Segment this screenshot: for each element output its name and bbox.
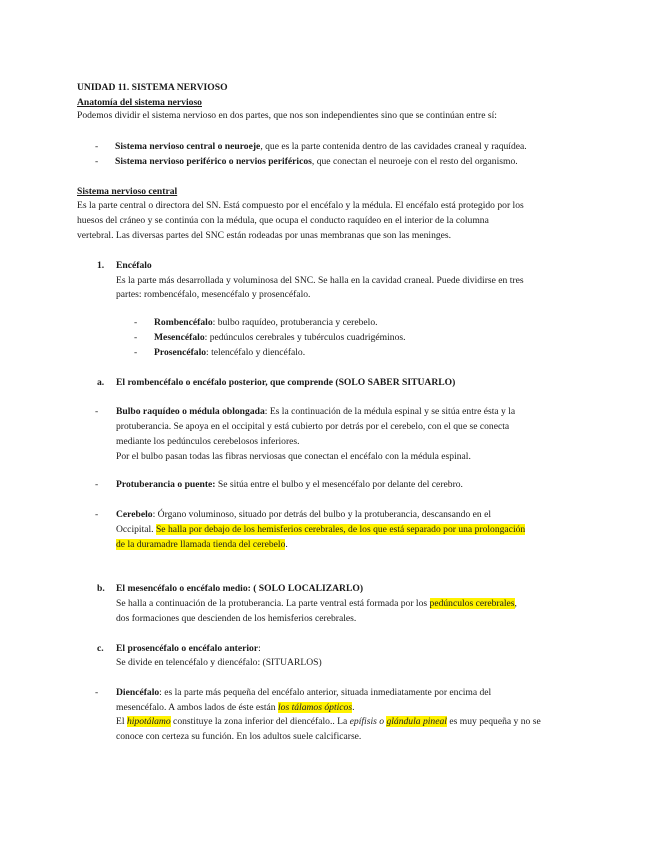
list-item	[116, 507, 491, 522]
bullet-dash: -	[95, 141, 99, 152]
plain-text: .	[352, 702, 355, 713]
paragraph-line: partes: rombencéfalo, mesencéfalo y prosencéfalo.	[116, 289, 311, 300]
bullet-text: : telencéfalo y diencéfalo.	[206, 347, 306, 358]
section-heading: Encéfalo	[116, 260, 152, 271]
paragraph-line	[116, 522, 525, 537]
highlighted-text: hipotálamo	[126, 716, 171, 727]
plain-text: constituye la zona inferior del diencéfalo.. La	[170, 716, 350, 727]
plain-text: Se halla a continuación de la protuberancia. La parte ventral está formada por los	[116, 598, 430, 609]
heading-text: El prosencéfalo o encéfalo anterior	[116, 643, 259, 654]
anatomy-heading: Anatomía del sistema nervioso	[77, 97, 202, 108]
paragraph-line: Por el bulbo pasan todas las fibras nerviosas que conectan el encéfalo con la médula espinal.	[116, 451, 471, 462]
paragraph-line: vertebral. Las diversas partes del SNC están rodeadas por unas membranas que son las meninges.	[77, 230, 452, 241]
bullet-text: , que conectan el neuroeje con el resto del organismo.	[311, 156, 518, 167]
paragraph-line	[116, 700, 354, 715]
section-number: b.	[97, 583, 105, 594]
bullet-term: Mesencéfalo	[154, 332, 205, 343]
highlighted-text: de la duramadre llamada tienda del cerebelo	[116, 539, 286, 550]
paragraph-line: Es la parte más desarrollada y voluminosa del SNC. Se halla en la cavidad craneal. Puede dividirse en tres	[116, 275, 524, 286]
section-heading: El mesencéfalo o encéfalo medio: ( SOLO LOCALIZARLO)	[116, 583, 364, 594]
bullet-dash: -	[95, 479, 99, 490]
bullet-text: : es la parte más pequeña del encéfalo anterior, situada inmediatamente por encima del	[159, 687, 492, 698]
plain-text: .	[285, 539, 288, 550]
bullet-dash: -	[95, 509, 99, 520]
section-number: a.	[97, 377, 105, 388]
bullet-dash: -	[134, 347, 138, 358]
bullet-dash: -	[95, 156, 99, 167]
bullet-dash: -	[95, 406, 99, 417]
plain-text: :	[258, 643, 261, 654]
section-heading: El rombencéfalo o encéfalo posterior, que comprende (SOLO SABER SITUARLO)	[116, 377, 456, 388]
paragraph-line: Es la parte central o directora del SN. Está compuesto por el encéfalo y la médula. El encéfalo está protegido por los	[77, 200, 524, 211]
paragraph-line: Se divide en telencéfalo y diencéfalo: (SITUARLOS)	[116, 657, 322, 668]
bullet-term: Bulbo raquídeo o médula oblongada	[116, 406, 265, 417]
plain-text: mesencéfalo. A ambos lados de éste están	[116, 702, 278, 713]
paragraph-line	[116, 537, 288, 552]
bullet-term: Rombencéfalo	[154, 317, 213, 328]
paragraph-line: conoce con certeza su función. En los adultos suele calcificarse.	[116, 731, 362, 742]
italic-text: epífisis o	[349, 716, 387, 727]
list-item	[116, 685, 491, 700]
bullet-dash: -	[95, 687, 99, 698]
section-heading	[116, 641, 261, 656]
bullet-term: Protuberancia o puente:	[116, 479, 216, 490]
bullet-term: Sistema nervioso central o neuroeje	[115, 141, 261, 152]
bullet-term: Cerebelo	[116, 509, 153, 520]
bullet-text: Se sitúa entre el bulbo y el mesencéfalo por delante del cerebro.	[215, 479, 463, 490]
paragraph-line: protuberancia. Se apoya en el occipital y está cubierto por detrás por el cerebelo, con el que se conecta	[116, 421, 510, 432]
bullet-text: : bulbo raquídeo, protuberancia y cerebelo.	[212, 317, 378, 328]
highlighted-text: Se halla por debajo de los hemisferios cerebrales, de los que está separado por una prolongación	[155, 524, 526, 535]
section-number: 1.	[97, 260, 105, 271]
plain-text: es muy pequeña y no se	[446, 716, 541, 727]
paragraph-line	[116, 714, 541, 729]
plain-text: El	[116, 716, 127, 727]
bullet-text: : pedúnculos cerebrales y tubérculos cuadrigéminos.	[204, 332, 406, 343]
section-number: c.	[97, 643, 104, 654]
intro-paragraph: Podemos dividir el sistema nervioso en dos partes, que nos son independientes sino que se continúan entre sí:	[77, 110, 497, 121]
highlighted-text: los tálamos ópticos	[277, 702, 353, 713]
bullet-text: , que es la parte contenida dentro de las cavidades craneal y raquídea.	[260, 141, 527, 152]
paragraph-line: huesos del cráneo y se continúa con la médula, que ocupa el conducto raquídeo en el interior de la columna	[77, 215, 489, 226]
bullet-term: Diencéfalo	[116, 687, 160, 698]
list-item	[116, 404, 515, 419]
bullet-dash: -	[134, 332, 138, 343]
highlighted-text: pedúnculos cerebrales	[429, 598, 515, 609]
paragraph-line	[116, 596, 517, 611]
paragraph-line: mediante los pedúnculos cerebelosos inferiores.	[116, 436, 300, 447]
unit-title: UNIDAD 11. SISTEMA NERVIOSO	[77, 82, 228, 93]
bullet-term: Sistema nervioso periférico o nervios periféricos	[115, 156, 312, 167]
snc-heading: Sistema nervioso central	[77, 186, 178, 197]
bullet-term: Prosencéfalo	[154, 347, 207, 358]
list-item	[116, 477, 463, 492]
paragraph-line: dos formaciones que descienden de los hemisferios cerebrales.	[116, 613, 357, 624]
bullet-text: : Es la continuación de la médula espinal y se sitúa entre ésta y la	[264, 406, 516, 417]
highlighted-text: glándula pineal	[386, 716, 447, 727]
bullet-dash: -	[134, 317, 138, 328]
bullet-text: : Órgano voluminoso, situado por detrás del bulbo y la protuberancia, descansando en el	[152, 509, 492, 520]
plain-text: ,	[514, 598, 517, 609]
plain-text: Occipital.	[116, 524, 156, 535]
